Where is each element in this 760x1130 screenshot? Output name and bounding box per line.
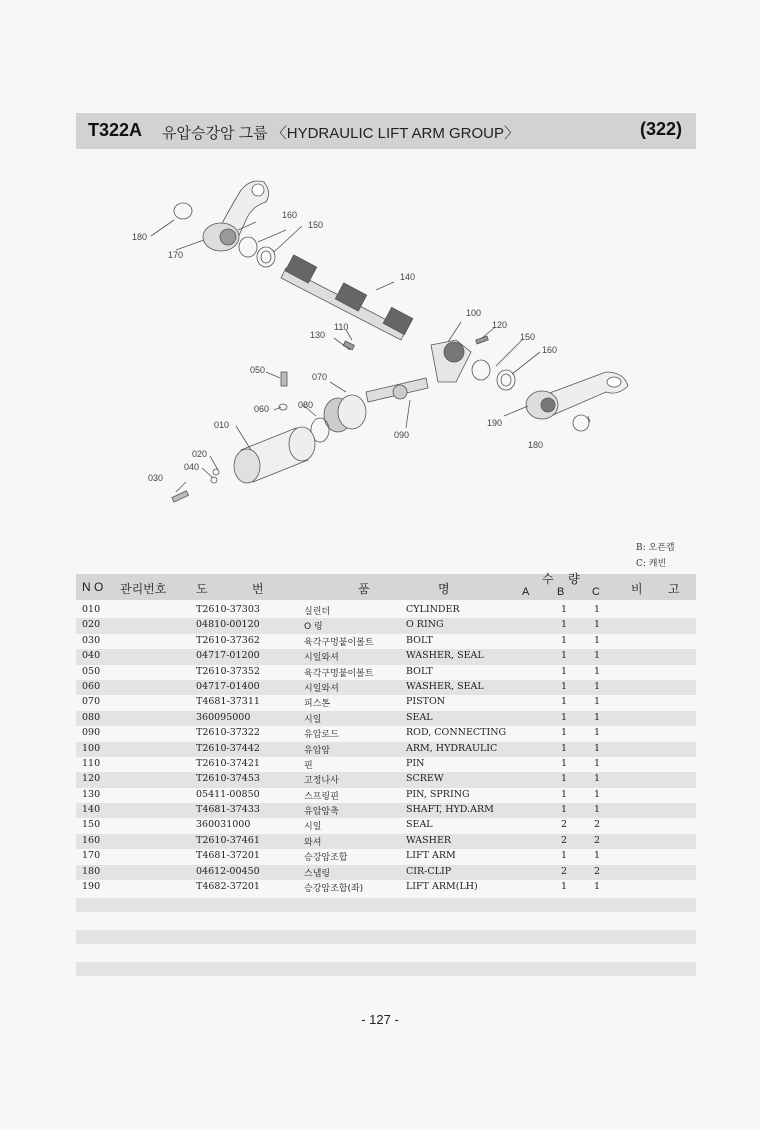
callout-label: 110 [334, 322, 349, 332]
table-row [76, 803, 696, 818]
callout-label: 150 [308, 220, 324, 230]
cell-qty-c: 1 [593, 881, 601, 893]
cell-english-name: WASHER, SEAL [406, 680, 484, 692]
cell-english-name: PIN, SPRING [406, 788, 470, 800]
callout-label: 060 [254, 404, 270, 414]
cell-part-number: T2610-37362 [196, 634, 260, 646]
cell-no: 130 [82, 788, 101, 800]
cell-qty-c: 1 [593, 850, 601, 862]
cell-part-number: T4681-37433 [196, 804, 260, 816]
cell-no: 170 [82, 850, 101, 862]
cell-qty-c: 1 [593, 619, 601, 631]
header-remark-1: 비 [631, 582, 643, 596]
exploded-parts-diagram [76, 160, 696, 520]
callout-label: 180 [528, 440, 544, 450]
cell-no: 040 [82, 650, 101, 662]
cell-part-number: 04612-00450 [196, 865, 260, 877]
empty-row-band [76, 898, 696, 912]
cell-english-name: PISTON [406, 696, 446, 708]
cell-qty-b: 2 [560, 865, 568, 877]
cell-english-name: PIN [406, 757, 425, 769]
cell-korean-name: 스냅링 [304, 868, 331, 879]
cell-english-name: BOLT [406, 634, 433, 646]
header-no: N O [82, 580, 104, 594]
cell-no: 100 [82, 742, 101, 754]
callout-label: 080 [298, 400, 314, 410]
table-row [76, 665, 696, 680]
empty-row-band [76, 962, 696, 976]
callout-label: 170 [168, 250, 184, 260]
cell-korean-name: 시일 [304, 714, 322, 725]
cell-no: 030 [82, 634, 101, 646]
cell-no: 020 [82, 619, 101, 631]
table-row [76, 649, 696, 664]
cell-qty-c: 1 [593, 650, 601, 662]
empty-row-band [76, 930, 696, 944]
cell-qty-c: 1 [593, 696, 601, 708]
table-row [76, 865, 696, 880]
cell-qty-c: 1 [593, 757, 601, 769]
cell-qty-c: 1 [593, 604, 601, 615]
callout-label: 050 [250, 365, 266, 375]
table-row [76, 711, 696, 726]
cell-english-name: SCREW [406, 773, 444, 785]
parts-table-body [76, 603, 696, 895]
cell-qty-b: 1 [560, 711, 568, 723]
callout-label: 190 [487, 418, 503, 428]
cell-no: 010 [82, 604, 101, 615]
cell-qty-b: 1 [560, 619, 568, 631]
cell-no: 060 [82, 680, 101, 692]
cell-no: 120 [82, 773, 101, 785]
cell-no: 150 [82, 819, 101, 831]
header-col-b: B [557, 586, 565, 598]
cell-part-number: 360095000 [196, 711, 251, 723]
cell-qty-c: 1 [593, 711, 601, 723]
cell-korean-name: 승강암조합(좌) [304, 884, 364, 895]
cell-qty-c: 1 [593, 680, 601, 692]
cell-qty-b: 1 [560, 788, 568, 800]
cell-korean-name: 승강암조합 [304, 853, 348, 864]
cell-no: 080 [82, 711, 101, 723]
cell-korean-name: 스프링핀 [304, 791, 339, 802]
callout-label: 160 [282, 210, 298, 220]
cell-part-number: T2610-37461 [196, 834, 260, 846]
table-row [76, 818, 696, 833]
table-row [76, 695, 696, 710]
cell-no: 070 [82, 696, 101, 708]
cell-qty-c: 2 [593, 819, 601, 831]
cell-english-name: SEAL [406, 819, 433, 831]
table-row [76, 772, 696, 787]
cell-qty-b: 1 [560, 650, 568, 662]
cell-korean-name: 고정나사 [304, 776, 339, 787]
cell-part-number: T2610-37303 [196, 604, 260, 615]
cell-part-number: T2610-37322 [196, 727, 260, 739]
callout-label: 140 [400, 272, 416, 282]
table-row [76, 742, 696, 757]
cell-qty-b: 1 [560, 696, 568, 708]
cell-part-number: T2610-37442 [196, 742, 260, 754]
cell-qty-b: 1 [560, 727, 568, 739]
cell-qty-c: 1 [593, 742, 601, 754]
callout-label: 180 [132, 232, 148, 242]
cell-qty-c: 1 [593, 788, 601, 800]
cell-korean-name: 육각구멍붙이볼트 [304, 637, 374, 648]
table-row [76, 880, 696, 895]
header-name-1: 품 [358, 582, 370, 596]
cell-part-number: T4681-37201 [196, 850, 260, 862]
callout-label: 150 [520, 332, 536, 342]
cell-english-name: LIFT ARM [406, 850, 456, 862]
cell-english-name: ARM, HYDRAULIC [406, 742, 498, 754]
cell-qty-c: 1 [593, 804, 601, 816]
cell-korean-name: 육각구멍붙이볼트 [304, 668, 374, 679]
cell-qty-c: 1 [593, 634, 601, 646]
cell-no: 050 [82, 665, 101, 677]
header-name-2: 명 [438, 582, 450, 596]
page-reference: (322) [639, 119, 682, 139]
cell-part-number: T2610-37421 [196, 757, 260, 769]
cell-no: 090 [82, 727, 101, 739]
callout-label: 020 [192, 449, 208, 459]
cell-qty-b: 1 [560, 773, 568, 785]
cell-korean-name: 시일와셔 [304, 653, 339, 664]
cell-korean-name: 유압로드 [304, 730, 339, 741]
cell-korean-name: 와셔 [304, 837, 322, 848]
cell-qty-c: 2 [593, 834, 601, 846]
callout-label: 070 [312, 372, 328, 382]
cell-no: 160 [82, 834, 101, 846]
cell-no: 180 [82, 865, 101, 877]
page-number: - 127 - [361, 1012, 399, 1027]
group-title: 유압승강암 그룹 〈HYDRAULIC LIFT ARM GROUP〉 [162, 125, 520, 142]
cell-part-number: T4681-37311 [196, 696, 260, 708]
cell-korean-name: 시일 [304, 822, 322, 833]
cell-english-name: CYLINDER [406, 604, 460, 615]
cell-part-number: T4682-37201 [196, 881, 260, 893]
cell-english-name: O RING [406, 619, 444, 631]
cell-qty-b: 1 [560, 757, 568, 769]
cell-part-number: 05411-00850 [196, 788, 260, 800]
cell-korean-name: 시일와셔 [304, 683, 339, 694]
cell-qty-b: 1 [560, 881, 568, 893]
cell-english-name: SEAL [406, 711, 433, 723]
parts-table-header [76, 574, 696, 600]
callout-label: 120 [492, 320, 508, 330]
callout-label: 010 [214, 420, 230, 430]
callout-label: 030 [148, 473, 164, 483]
callout-label: 040 [184, 462, 200, 472]
cell-qty-b: 2 [560, 834, 568, 846]
cell-qty-c: 1 [593, 727, 601, 739]
cell-korean-name: 피스톤 [304, 699, 331, 710]
table-row [76, 834, 696, 849]
cell-part-number: 360031000 [196, 819, 251, 831]
cell-no: 140 [82, 804, 101, 816]
cell-korean-name: 유압암축 [304, 807, 339, 818]
cell-korean-name: O 링 [304, 622, 323, 633]
cell-part-number: 04717-01400 [196, 680, 260, 692]
cell-part-number: T2610-37352 [196, 665, 260, 677]
header-col-a: A [522, 586, 530, 598]
legend-b: B: 오픈캡 [636, 543, 675, 553]
header-mgmt-number: 관리번호 [120, 582, 167, 596]
header-qty-2: 량 [568, 572, 580, 586]
cell-english-name: ROD, CONNECTING [406, 727, 507, 739]
cell-english-name: LIFT ARM(LH) [406, 881, 478, 893]
legend-c: C: 캐빈 [636, 559, 667, 569]
table-row [76, 726, 696, 741]
table-row [76, 603, 696, 618]
cell-part-number: 04717-01200 [196, 650, 260, 662]
cell-qty-b: 1 [560, 680, 568, 692]
table-row [76, 849, 696, 864]
callout-label: 100 [466, 308, 482, 318]
table-row [76, 680, 696, 695]
header-qty-1: 수 [542, 572, 554, 586]
cell-qty-c: 2 [593, 865, 601, 877]
cell-no: 190 [82, 881, 101, 893]
cell-english-name: WASHER [406, 834, 452, 846]
cell-english-name: SHAFT, HYD.ARM [406, 804, 494, 816]
cell-qty-b: 1 [560, 665, 568, 677]
cell-part-number: 04810-00120 [196, 619, 260, 631]
cell-english-name: CIR-CLIP [406, 865, 452, 877]
cell-part-number: T2610-37453 [196, 773, 260, 785]
cell-qty-b: 1 [560, 742, 568, 754]
cell-korean-name: 핀 [304, 760, 313, 771]
callout-label: 160 [542, 345, 558, 355]
cell-qty-c: 1 [593, 773, 601, 785]
cell-qty-c: 1 [593, 665, 601, 677]
cell-qty-b: 1 [560, 850, 568, 862]
cell-korean-name: 실린더 [304, 607, 331, 617]
header-col-c: C [592, 586, 600, 598]
callout-label: 130 [310, 330, 326, 340]
callout-label: 090 [394, 430, 410, 440]
group-code: T322A [88, 120, 143, 140]
cell-qty-b: 2 [560, 819, 568, 831]
header-remark-2: 고 [668, 582, 680, 596]
header-drawing-2: 번 [252, 582, 264, 596]
table-row [76, 788, 696, 803]
header-drawing-1: 도 [196, 582, 208, 596]
cell-english-name: BOLT [406, 665, 433, 677]
table-row [76, 757, 696, 772]
cell-qty-b: 1 [560, 634, 568, 646]
cell-no: 110 [82, 757, 101, 769]
page-header [76, 113, 696, 149]
table-row [76, 634, 696, 649]
cell-english-name: WASHER, SEAL [406, 650, 484, 662]
cell-qty-b: 1 [560, 604, 568, 615]
cell-qty-b: 1 [560, 804, 568, 816]
cell-korean-name: 유압암 [304, 745, 331, 756]
table-row [76, 618, 696, 633]
